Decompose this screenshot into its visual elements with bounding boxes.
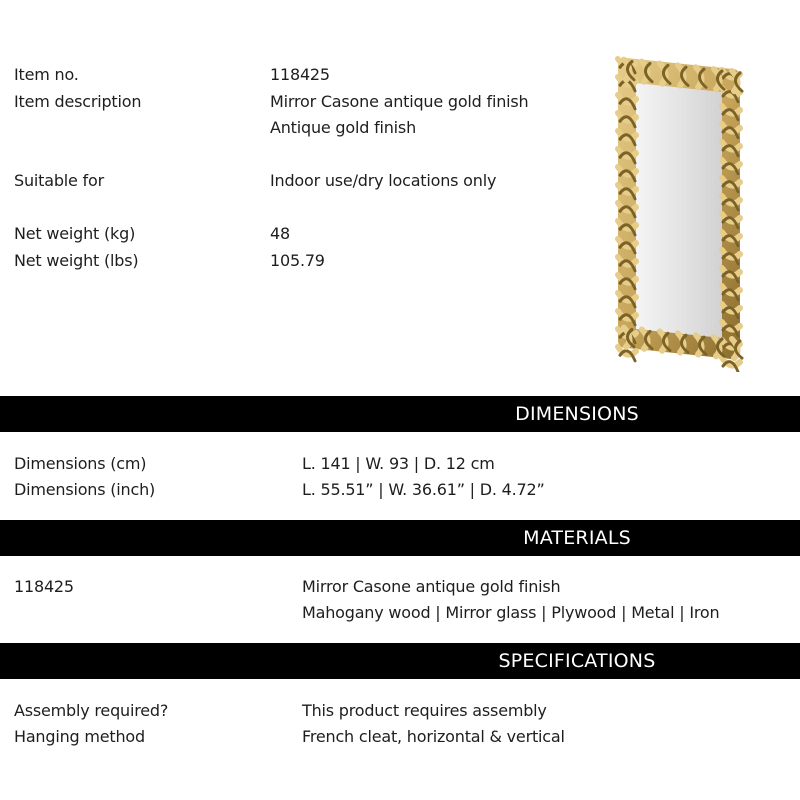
specifications-title: SPECIFICATIONS (498, 650, 656, 672)
gold-twisted-frame-mirror-icon (608, 56, 756, 372)
net-weight-kg-value: 48 (270, 224, 290, 243)
materials-header-bar (0, 520, 800, 556)
suitable-for-label: Suitable for (14, 171, 104, 190)
hanging-method-value: French cleat, horizontal & vertical (302, 727, 565, 746)
item-description-line2: Antique gold finish (270, 118, 417, 137)
dimensions-inch-value: L. 55.51” | W. 36.61” | D. 4.72” (302, 480, 545, 499)
item-description-label: Item description (14, 92, 142, 111)
suitable-for-value: Indoor use/dry locations only (270, 171, 497, 190)
item-no-label: Item no. (14, 65, 79, 84)
dimensions-cm-value: L. 141 | W. 93 | D. 12 cm (302, 454, 495, 473)
hanging-method-label: Hanging method (14, 727, 145, 746)
materials-line1: Mirror Casone antique gold finish (302, 577, 561, 596)
assembly-required-label: Assembly required? (14, 701, 169, 720)
assembly-required-value: This product requires assembly (302, 701, 547, 720)
materials-title: MATERIALS (523, 527, 631, 549)
item-no-value: 118425 (270, 65, 330, 84)
net-weight-lbs-label: Net weight (lbs) (14, 251, 139, 270)
materials-line2: Mahogany wood | Mirror glass | Plywood | Metal | Iron (302, 603, 720, 622)
net-weight-kg-label: Net weight (kg) (14, 224, 136, 243)
specifications-header-bar (0, 643, 800, 679)
dimensions-header-bar (0, 396, 800, 432)
net-weight-lbs-value: 105.79 (270, 251, 325, 270)
dimensions-cm-label: Dimensions (cm) (14, 454, 147, 473)
item-description-line1: Mirror Casone antique gold finish (270, 92, 529, 111)
dimensions-title: DIMENSIONS (515, 403, 639, 425)
dimensions-inch-label: Dimensions (inch) (14, 480, 156, 499)
materials-item-label: 118425 (14, 577, 74, 596)
